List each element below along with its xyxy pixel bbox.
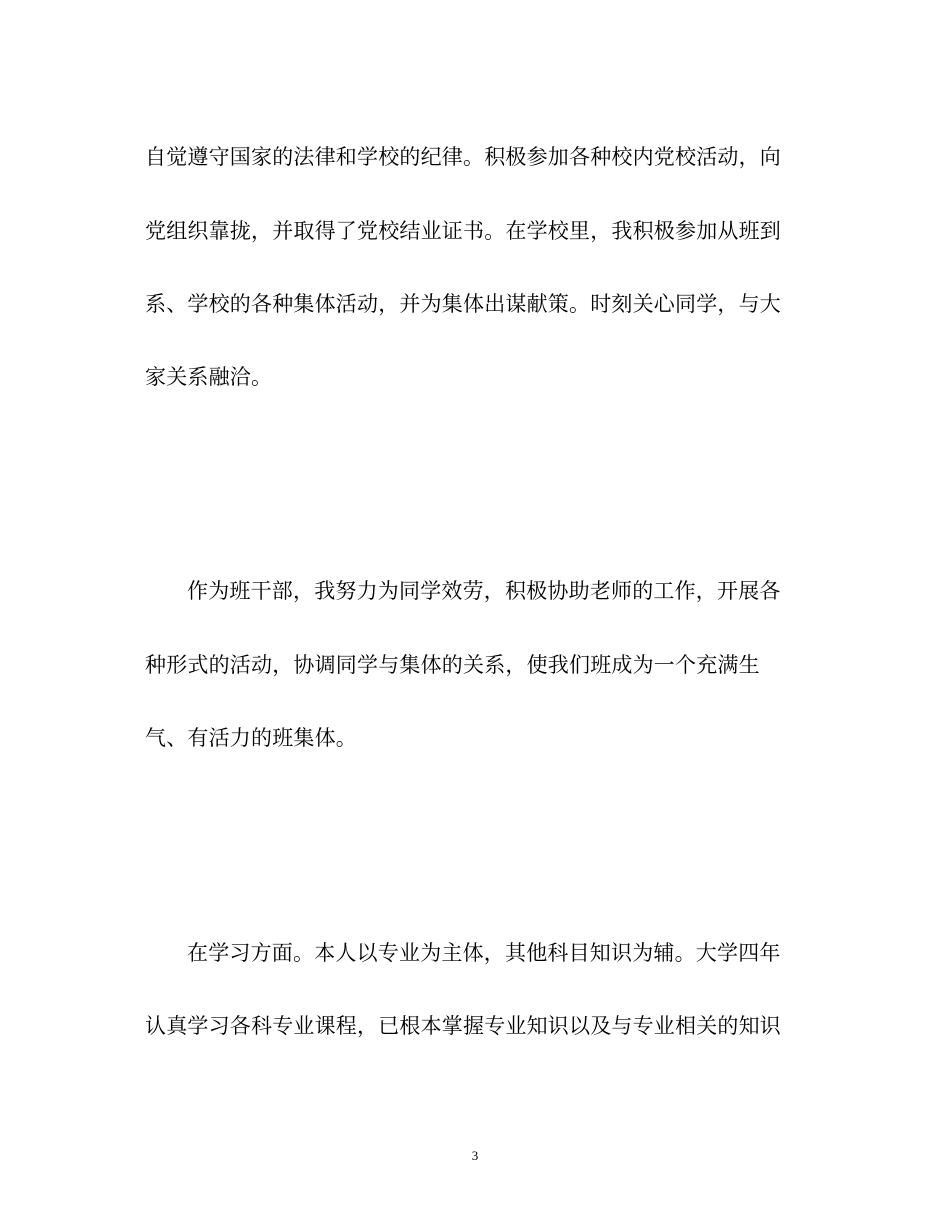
paragraph-1-line-1: 自觉遵守国家的法律和学校的纪律。积极参加各种校内党校活动，向 [145,145,781,169]
page-number: 3 [471,1148,479,1163]
paragraph-2-line-1: 作为班干部，我努力为同学效劳，积极协助老师的工作，开展各 [187,579,781,603]
paragraph-1-line-3: 系、学校的各种集体活动，并为集体出谋献策。时刻关心同学，与大 [145,292,781,316]
paragraph-1-line-4: 家关系融洽。 [145,365,273,389]
paragraph-3-line-1: 在学习方面。本人以专业为主体，其他科目知识为辅。大学四年 [187,941,781,965]
paragraph-3-line-2: 认真学习各科专业课程，已根本掌握专业知识以及与专业相关的知识 [145,1014,781,1038]
paragraph-2-line-3: 气、有活力的班集体。 [145,726,357,750]
paragraph-2-line-2: 种形式的活动，协调同学与集体的关系，使我们班成为一个充满生 [145,653,760,677]
paragraph-1-line-2: 党组织靠拢，并取得了党校结业证书。在学校里，我积极参加从班到 [145,219,781,243]
